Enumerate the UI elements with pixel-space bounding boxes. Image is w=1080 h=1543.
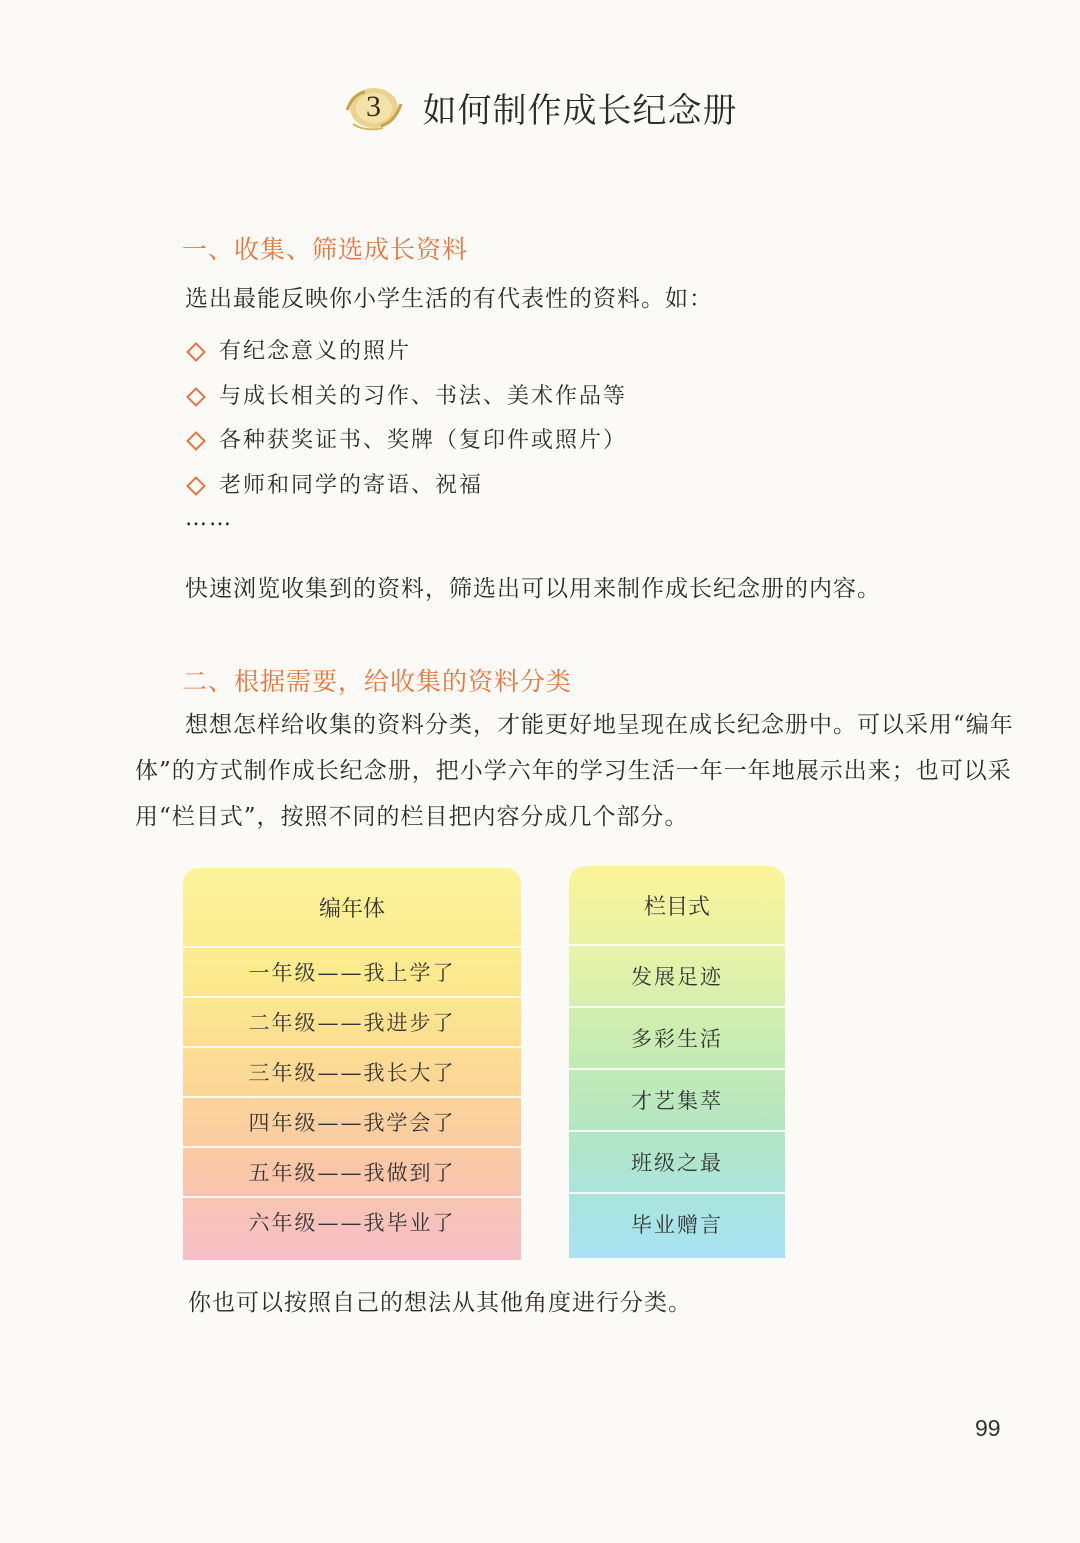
lesson-number-badge — [343, 80, 405, 134]
column-style-table — [569, 866, 785, 1258]
materials-list — [185, 330, 627, 508]
chronological-table — [183, 868, 521, 1260]
table-row: 四年级——我学会了 — [183, 1096, 521, 1146]
table-header: 栏目式 — [643, 893, 710, 919]
list-item: 与成长相关的习作、书法、美术作品等 — [185, 375, 627, 420]
table-row: 三年级——我长大了 — [183, 1046, 521, 1096]
list-ellipsis: …… — [185, 506, 233, 531]
table-row: 二年级——我进步了 — [183, 996, 521, 1046]
footer-note: 你也可以按照自己的想法从其他角度进行分类。 — [188, 1290, 692, 1316]
list-item: 各种获奖证书、奖牌（复印件或照片） — [185, 419, 627, 464]
table-row: 多彩生活 — [569, 1006, 785, 1068]
section1-conclusion: 快速浏览收集到的资料，筛选出可以用来制作成长纪念册的内容。 — [185, 576, 881, 602]
list-item: 老师和同学的寄语、祝福 — [185, 464, 627, 509]
lesson-title-bar — [0, 80, 1080, 134]
section2-paragraph: 想想怎样给收集的资料分类，才能更好地呈现在成长纪念册中。可以采用“编年体”的方式制作成长纪念册，把小学六年的学习生活一年一年地展示出来；也可以采用“栏目式”，按照不同的栏目把内容分成几个部分。 — [135, 712, 1014, 830]
diamond-bullet-icon — [186, 476, 206, 496]
page-title: 如何制作成长纪念册 — [422, 90, 738, 131]
table-row: 班级之最 — [569, 1130, 785, 1192]
diamond-bullet-icon — [186, 431, 206, 451]
section-heading-collect: 一、收集、筛选成长资料 — [182, 236, 469, 264]
table-row: 毕业赠言 — [569, 1192, 785, 1254]
table-row: 一年级——我上学了 — [183, 946, 521, 996]
diamond-bullet-icon — [186, 342, 206, 362]
table-row: 发展足迹 — [569, 944, 785, 1006]
list-item: 有纪念意义的照片 — [185, 330, 627, 375]
diamond-bullet-icon — [186, 387, 206, 407]
table-row: 才艺集萃 — [569, 1068, 785, 1130]
table-header: 编年体 — [318, 895, 385, 921]
page-number: 99 — [975, 1415, 1001, 1441]
table-row: 六年级——我毕业了 — [183, 1196, 521, 1246]
section-heading-classify: 二、根据需要，给收集的资料分类 — [182, 668, 573, 696]
section1-intro: 选出最能反映你小学生活的有代表性的资料。如： — [185, 286, 713, 312]
table-row: 五年级——我做到了 — [183, 1146, 521, 1196]
lesson-number: 3 — [366, 90, 381, 123]
